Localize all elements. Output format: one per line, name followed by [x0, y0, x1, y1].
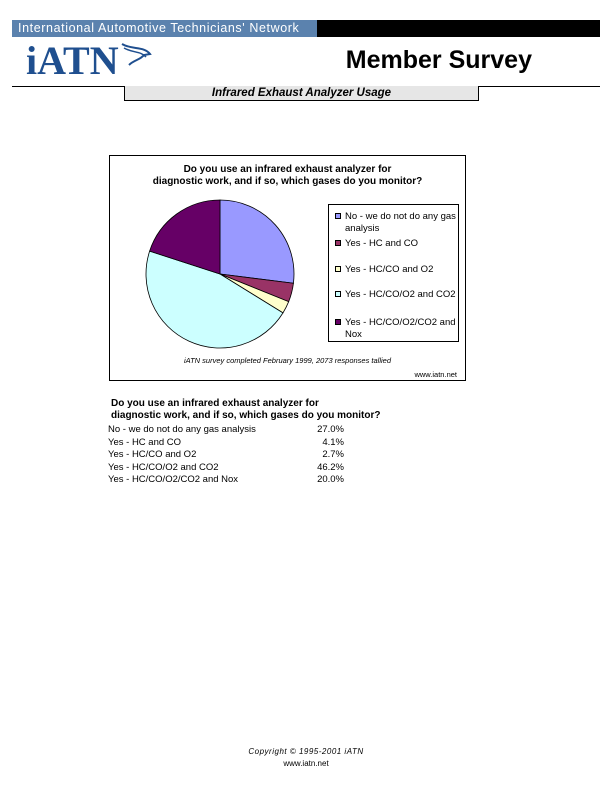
legend-label: Yes - HC/CO/O2 and CO2: [345, 289, 456, 300]
iatn-logo: [26, 40, 156, 80]
row-label: No - we do not do any gas analysis: [108, 424, 256, 435]
logo-wordmark: iATN: [26, 40, 119, 80]
legend-swatch: [335, 291, 341, 297]
row-label: Yes - HC/CO/O2/CO2 and Nox: [108, 474, 239, 485]
footer-copyright: Copyright © 1995-2001 iATN: [248, 747, 364, 756]
row-value: 20.0%: [317, 474, 344, 485]
pie-slice: [220, 200, 294, 283]
chart-legend: [328, 204, 459, 342]
legend-item: [335, 317, 457, 341]
table-row: [108, 437, 344, 450]
legend-swatch: [335, 213, 341, 219]
row-value: 4.1%: [322, 436, 344, 448]
page-title: Member Survey: [345, 46, 532, 74]
legend-label: No - we do not do any gas: [345, 211, 456, 222]
row-value: 27.0%: [317, 424, 344, 435]
row-value: 2.7%: [322, 449, 344, 460]
header-bar: [12, 20, 600, 37]
footer-url[interactable]: www.iatn.net: [283, 759, 329, 768]
network-name: International Automotive Technicians' Network: [12, 20, 317, 37]
legend-swatch: [335, 319, 341, 325]
legend-item: [335, 211, 457, 235]
row-label: Yes - HC/CO and O2: [108, 449, 197, 460]
page-subtitle: Infrared Exhaust Analyzer Usage: [124, 86, 479, 101]
legend-label: Nox: [345, 329, 362, 340]
legend-label: Yes - HC and CO: [345, 238, 419, 249]
legend-item: [335, 264, 457, 276]
results-table: [108, 424, 344, 487]
table-title-line: diagnostic work, and if so, which gases do you monitor?: [111, 410, 381, 421]
table-row: [108, 449, 344, 462]
chart-source: www.iatn.net: [414, 370, 457, 379]
legend-label: analysis: [345, 223, 380, 234]
logo-swoosh-icon: [122, 44, 150, 65]
chart-panel: [109, 155, 466, 381]
chart-title-line: diagnostic work, and if so, which gases do you monitor?: [152, 176, 423, 187]
legend-swatch: [335, 266, 341, 272]
table-row: [108, 474, 344, 487]
legend-item: [335, 238, 457, 250]
chart-note: iATN survey completed February 1999, 2073 responses tallied: [183, 356, 392, 365]
legend-item: [335, 289, 457, 301]
row-value: 46.2%: [317, 461, 344, 473]
table-row: [108, 424, 344, 437]
row-label: Yes - HC and CO: [108, 436, 182, 448]
row-label: Yes - HC/CO/O2 and CO2: [108, 461, 219, 473]
table-row: [108, 462, 344, 475]
chart-title-line: Do you use an infrared exhaust analyzer for: [183, 164, 392, 175]
legend-label: Yes - HC/CO/O2/CO2 and: [345, 317, 456, 328]
legend-label: Yes - HC/CO and O2: [345, 264, 434, 275]
table-title-line: Do you use an infrared exhaust analyzer for: [111, 398, 319, 409]
table-title: [111, 398, 380, 422]
legend-swatch: [335, 240, 341, 246]
